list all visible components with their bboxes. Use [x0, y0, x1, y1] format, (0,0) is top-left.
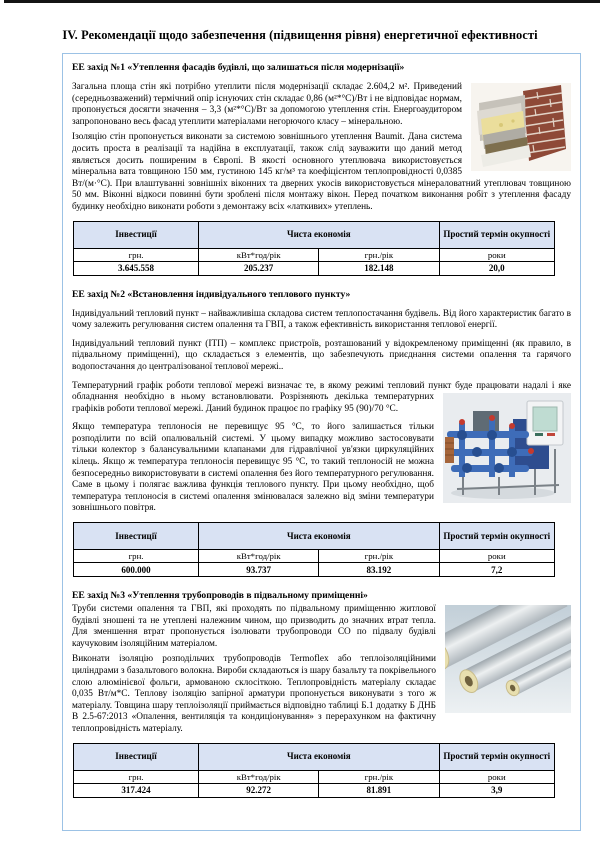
col-payback: Простий термін окупності: [439, 221, 554, 248]
measure-1-paragraph-1-rest: (середньозважений) термічний опір існуючих стін складає 0,86 (м²*°С)/Вт і не відповідає нормам, пропонується досягти значення – 3,3 (м²*°С)/Вт за допомогою утеплення стін. Енергоаудитором запропоновано весь фасад утеплити матеріалами негорючого класу – мінеральною.: [72, 93, 462, 127]
col-investments: Інвестиції: [74, 523, 199, 550]
measure-2-paragraph-4: Якщо температура теплоносія не перевищує 95 °С, то його залишається тільки розподілити по всій опалювальній системі. У цьому випадку можливо застосовувати тільки колектор з балансувальними клапанами для гідравлічної ув'язки циркуляційних кілець. Якщо ж температура теплоносія перевищує 95 °С, то такий теплоносій не можна безпосередньо використовувати в системі опалення без його температурного регулювання. Саме в цьому і полягає важлива функція теплового пункту. При цьому необхідно, щоб температура теплоносія в системі опалення змінювалася залежно від зміни температури зовнішнього повітря.: [72, 422, 434, 514]
measure-1-paragraph-2: Ізоляцію стін пропонується виконати за системою зовнішнього утеплення Baumit. Дана система досить проста в реалізації та надійна в експлуатації, також слід зауважити що даний метод являється досить поширеним в Європі. В якості основного утеплювача використовується мінеральна вата товщиною 150 мм, густиною 145 кг/м³ та коефіцієнтом теплопровідності 0,0385 Вт/(м·°С). При влаштуванні зовнішніх віконних та дверних укосів використовується мінераловатний утеплювач товщиною 50 мм. Віконні відкоси повинні бути зроблені після монтажу вікон. Перед початком виконання робіт з утеплення фасаду будинку необхідно виконати роботи з демонтажу всіх «латкивих» утеплень.: [72, 132, 571, 212]
unit-uah-year: грн./рік: [319, 248, 439, 261]
unit-uah-year: грн./рік: [319, 550, 439, 563]
savings-kwh-value: 205.237: [199, 261, 319, 275]
savings-uah-value: 83.192: [319, 563, 439, 577]
col-net-savings: Чиста економія: [199, 523, 440, 550]
measure-3-heading: ЕЕ захід №3 «Утеплення трубопроводів в підвальному приміщенні»: [72, 590, 368, 602]
payback-value: 7,2: [439, 563, 554, 577]
payback-value: 3,9: [439, 783, 554, 797]
heat-substation-image: [443, 393, 571, 503]
unit-years: роки: [439, 770, 554, 783]
measure-1-text: [72, 82, 571, 214]
measure-2-paragraph-3-lead: Температурний графік роботи теплової мережі визначає те, в якому режимі тепловий пункт буде працювати: [72, 380, 520, 391]
savings-kwh-value: 92.272: [199, 783, 319, 797]
wall-insulation-image: [471, 83, 571, 171]
col-investments: Інвестиції: [74, 221, 199, 248]
measure-3-results-table: [73, 743, 555, 798]
measure-2-text: [72, 309, 571, 516]
measure-1-paragraph-1-lead: Загальна площа стін які потрібно утеплити після модернізації складає 2.604,2 м². Приведений: [72, 82, 462, 92]
page-top-border: [4, 0, 600, 3]
investment-value: 600.000: [74, 563, 199, 577]
unit-uah: грн.: [74, 550, 199, 563]
measure-3-section: [72, 590, 571, 798]
measure-1-heading: ЕЕ захід №1 «Утеплення фасадів будівлі, що залишаться після модернізації»: [72, 62, 405, 73]
col-payback: Простий термін окупності: [439, 743, 554, 770]
unit-kwh-year: кВт*год/рік: [199, 248, 319, 261]
investment-value: 3.645.558: [74, 261, 199, 275]
savings-uah-value: 182.148: [319, 261, 439, 275]
savings-uah-value: 81.891: [319, 783, 439, 797]
insulated-pipes-image: [445, 605, 571, 713]
measure-3-paragraph-2: Виконати ізоляцію розподільчих трубопроводів Termoflex або теплоізоляційними циліндрами з базальтового волокна. Вироби складаються із шару базальту та покрівельного слою алюмінієвої фольги, армованою склосіткою. Теплопровідність матеріалу складає 0,035 Вт/м*С. Теплову ізоляцію запірної арматури пропонується виконувати з того ж матеріалу. Товщина шару теплоізоляції приймається відповідно таблиці Б.1 додатку Б ДНБ В 2.5-67:2013 «Опалення, вентиляція та кондиціонування» з перерахунком на фактичну теплопровідність матеріалу.: [72, 654, 436, 734]
measure-2-heading: ЕЕ захід №2 «Встановлення індивідуального теплового пункту»: [72, 288, 351, 300]
savings-kwh-value: 93.737: [199, 563, 319, 577]
measure-2-paragraph-1: Індивідуальний тепловий пункт – найважливіша складова систем теплопостачання будівель. Від його характеристик багато в чому залежить регулювання систем опалення та ГВП, а також ефективність використання теплової енергії.: [72, 308, 571, 331]
unit-years: роки: [439, 550, 554, 563]
measure-1-section: [72, 62, 571, 276]
measure-2-paragraph-3-rest: надалі і яке обладнання необхідно в ньому встановлювати. Розрізняють декілька температурних графіків роботи теплової мережі. Даний будинок працює по графіку 95 (90)/70 °С.: [72, 380, 572, 414]
measure-1-results-table: [73, 221, 555, 276]
unit-kwh-year: кВт*год/рік: [199, 550, 319, 563]
payback-value: 20,0: [439, 261, 554, 275]
measure-2-paragraph-2: Індивідуальний тепловий пункт (ІТП) – комплекс пристроїв, розташований у відокремленому приміщенні (як правило, в підвальному приміщенні), що складається з елементів, що забезпечують приєднання системи опалення та гарячого водопостачання до централізованої теплової мережі..: [72, 338, 571, 372]
page-title: IV. Рекомендації щодо забезпечення (підвищення рівня) енергетичної ефективності: [62, 28, 538, 42]
unit-uah: грн.: [74, 770, 199, 783]
unit-uah-year: грн./рік: [319, 770, 439, 783]
col-net-savings: Чиста економія: [199, 743, 440, 770]
col-investments: Інвестиції: [74, 743, 199, 770]
recommendations-box: [62, 53, 581, 831]
col-payback: Простий термін окупності: [439, 523, 554, 550]
measure-3-paragraph-1: Труби системи опалення та ГВП, які проходять по підвальному приміщенню житлової будівлі зношені та не утеплені належним чином, що призводить до значних втрат тепла. Для зменшення втрат пропонується ізолювати трубопроводи СО по підвалу будівлі каучуковим ізоляційним матеріалом.: [72, 604, 436, 649]
measure-3-text: [72, 604, 571, 736]
unit-uah: грн.: [74, 248, 199, 261]
unit-kwh-year: кВт*год/рік: [199, 770, 319, 783]
unit-years: роки: [439, 248, 554, 261]
measure-2-results-table: [73, 522, 555, 577]
measure-2-paragraph-3-wrap: [72, 381, 571, 416]
investment-value: 317.424: [74, 783, 199, 797]
measure-2-section: [72, 289, 571, 578]
col-net-savings: Чиста економія: [199, 221, 440, 248]
